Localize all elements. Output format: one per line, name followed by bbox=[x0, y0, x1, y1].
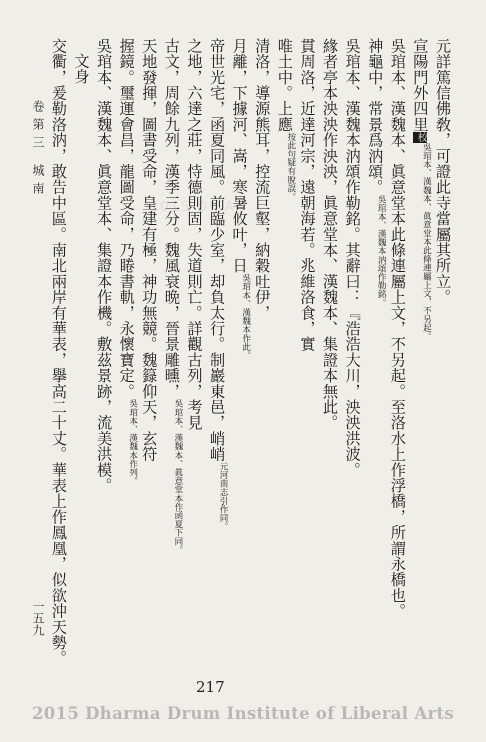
text-line-15 bbox=[115, 38, 138, 648]
note-6: 吳琯本、漢魏本、眞意堂本作函夏下同。 bbox=[172, 399, 183, 554]
text-line-4 bbox=[364, 38, 387, 648]
text-line-2 bbox=[409, 38, 432, 648]
text-line-10 bbox=[228, 38, 251, 648]
text-line-13-main: 古文，周餘九列，漢季三分。魏風衰晩，晉景雕曛， bbox=[162, 38, 181, 400]
collation-mark: 校 bbox=[415, 132, 427, 143]
text-line-3: 吳琯本、漢魏本、眞意堂本此條連屬上文，不另起。至洛水上作浮橋，所謂永橋也。 bbox=[388, 38, 407, 619]
note-7: 吳琯本、漢魏本作列。 bbox=[127, 399, 138, 486]
note-2: 吳琯本、漢魏本汭頌作勒銘。 bbox=[376, 195, 387, 307]
text-line-13 bbox=[160, 38, 183, 648]
running-header: 卷第三 城南 bbox=[31, 100, 45, 200]
text-line-18: 交衢，爰勒洛汭，敢告中區。南北兩岸有華表，擧高二十丈。華表上作鳳凰，似欲沖天勢。 bbox=[49, 38, 68, 666]
folio-number: 一五九 bbox=[31, 600, 45, 636]
main-text-block bbox=[49, 38, 454, 666]
note-1: 吳琯本、漢魏本、眞意堂本此條連屬上文，不另起。 bbox=[421, 142, 432, 341]
text-line-11 bbox=[205, 38, 228, 648]
text-line-15-main: 握鏡。璽運會昌，龍圖受命，乃睠書軌，永懷寶定。 bbox=[117, 38, 136, 400]
note-5: 元河南志引作同。 bbox=[218, 461, 229, 531]
note-4: 吳琯本、漢魏本作此。 bbox=[240, 273, 251, 360]
text-line-6: 緣者亭本泱泱作泱泱，眞意堂本、漢魏本、集證本無此。 bbox=[321, 38, 340, 431]
text-line-8-main: 唯土中。上應 bbox=[275, 38, 294, 133]
note-3: 按此句疑有脫誤。 bbox=[285, 132, 296, 202]
text-line-10-main: 月離，下據河、嵩，寒暑攸叶，日 bbox=[230, 38, 249, 274]
text-line-4-main: 神龜中，常景爲汭頌。 bbox=[366, 38, 385, 195]
text-line-9: 清洛，導源熊耳，控流巨壑，納穀吐伊， bbox=[253, 38, 272, 321]
text-line-16: 吳琯本、漢魏本、眞意堂本、集證本作機。敷茲景跡，流美洪模。 bbox=[95, 38, 114, 494]
text-line-17: 文身 bbox=[72, 53, 91, 85]
text-line-1: 元詳篤信佛敎，可證此寺當屬其所立。 bbox=[434, 38, 452, 305]
text-line-7: 貫周洛，近達河宗，遠朝海若。兆維洛食，實 bbox=[298, 38, 317, 352]
text-line-11-main: 帝世光宅，函夏同風。前臨少室，却負太行。制巖東邑，峭峭 bbox=[208, 38, 227, 462]
faint-watermark: 2015 DILA bbox=[150, 200, 236, 215]
text-line-12: 之地，六達之莊，恃德則固，失道則亡。詳觀古列，考見 bbox=[185, 38, 204, 431]
page-number: 217 bbox=[196, 678, 225, 696]
text-line-14: 天地發揮，圖書受命，皇建有極，神功無競。魏籙仰天，玄符 bbox=[140, 38, 159, 462]
text-line-2-main: 宣陽門外四里 bbox=[411, 38, 430, 133]
institution-watermark: 2015 Dharma Drum Institute of Liberal Arts bbox=[32, 704, 454, 723]
text-line-5: 吳琯本、漢魏本汭頌作勒銘。其辭曰：『浩浩大川，泱泱洪波。 bbox=[343, 38, 362, 478]
text-line-8 bbox=[273, 38, 296, 648]
